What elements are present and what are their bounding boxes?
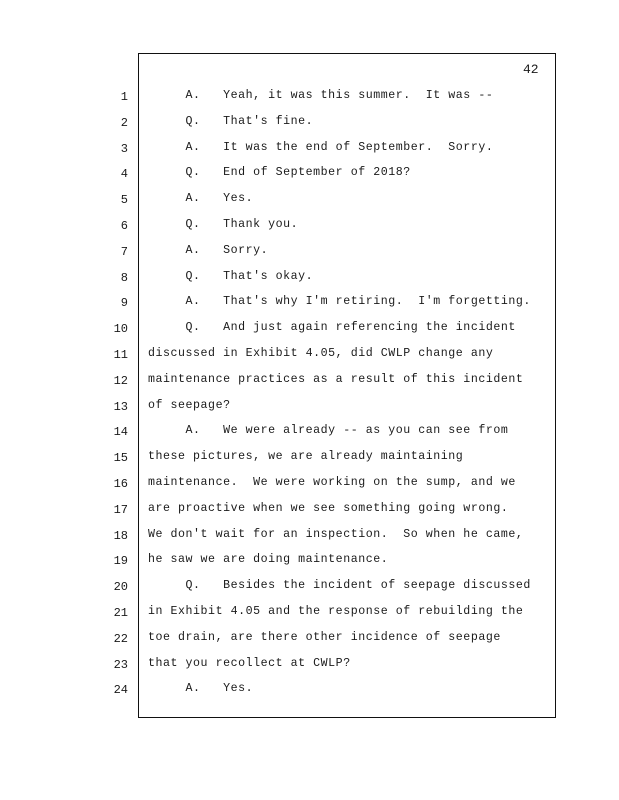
line-number: 13 xyxy=(113,399,128,414)
line-number: 7 xyxy=(120,244,128,259)
line-number: 4 xyxy=(120,167,128,182)
transcript-line: maintenance. We were working on the sump, and we xyxy=(148,476,516,489)
transcript-line: Q. Besides the incident of seepage discussed xyxy=(148,579,531,593)
line-number: 19 xyxy=(113,554,128,569)
line-number: 14 xyxy=(113,425,128,440)
line-number: 11 xyxy=(113,348,128,362)
transcript-line: that you recollect at CWLP? xyxy=(148,656,351,670)
transcript-line: Q. That's fine. xyxy=(148,114,314,128)
transcript-line: in Exhibit 4.05 and the response of rebuilding the xyxy=(148,605,524,618)
line-number: 18 xyxy=(113,528,128,543)
transcript-line: are proactive when we see something going wrong. xyxy=(148,501,509,515)
transcript-line: of seepage? xyxy=(148,398,231,412)
transcript-line: these pictures, we are already maintaining xyxy=(148,450,464,464)
transcript-line: discussed in Exhibit 4.05, did CWLP change any xyxy=(148,347,494,360)
transcript-line: Q. End of September of 2018? xyxy=(148,166,411,180)
line-number: 6 xyxy=(120,219,128,233)
page-number: 42 xyxy=(523,62,539,77)
line-number: 3 xyxy=(120,141,128,156)
transcript-line: A. That's why I'm retiring. I'm forgetting. xyxy=(148,295,531,309)
line-number: 5 xyxy=(120,193,128,208)
transcript-line: A. Yeah, it was this summer. It was -- xyxy=(148,89,494,102)
transcript-line: he saw we are doing maintenance. xyxy=(148,553,389,567)
line-number: 9 xyxy=(120,296,128,311)
line-number: 8 xyxy=(120,270,128,285)
line-number: 22 xyxy=(113,631,128,646)
transcript-line: toe drain, are there other incidence of seepage xyxy=(148,630,501,644)
line-number: 21 xyxy=(113,606,128,620)
transcript-line: A. It was the end of September. Sorry. xyxy=(148,140,494,154)
transcript-line: A. Sorry. xyxy=(148,243,269,257)
line-number: 24 xyxy=(113,683,128,698)
line-number: 20 xyxy=(113,580,128,595)
line-number: 1 xyxy=(120,90,128,104)
line-number: 2 xyxy=(120,115,128,130)
line-number: 12 xyxy=(113,373,128,388)
transcript-line: maintenance practices as a result of this incident xyxy=(148,372,524,386)
transcript-line: Q. And just again referencing the incident xyxy=(148,321,516,335)
line-number: 17 xyxy=(113,502,128,517)
line-number: 10 xyxy=(113,322,128,337)
transcript-line: A. Yes. xyxy=(148,192,254,206)
line-number: 15 xyxy=(113,451,128,466)
line-number: 16 xyxy=(113,477,128,491)
transcript-line: A. We were already -- as you can see from xyxy=(148,424,509,438)
line-number: 23 xyxy=(113,657,128,672)
transcript-line: We don't wait for an inspection. So when he came, xyxy=(148,527,524,541)
transcript-line: A. Yes. xyxy=(148,682,254,696)
transcript-line: Q. Thank you. xyxy=(148,218,299,231)
transcript-line: Q. That's okay. xyxy=(148,269,314,283)
